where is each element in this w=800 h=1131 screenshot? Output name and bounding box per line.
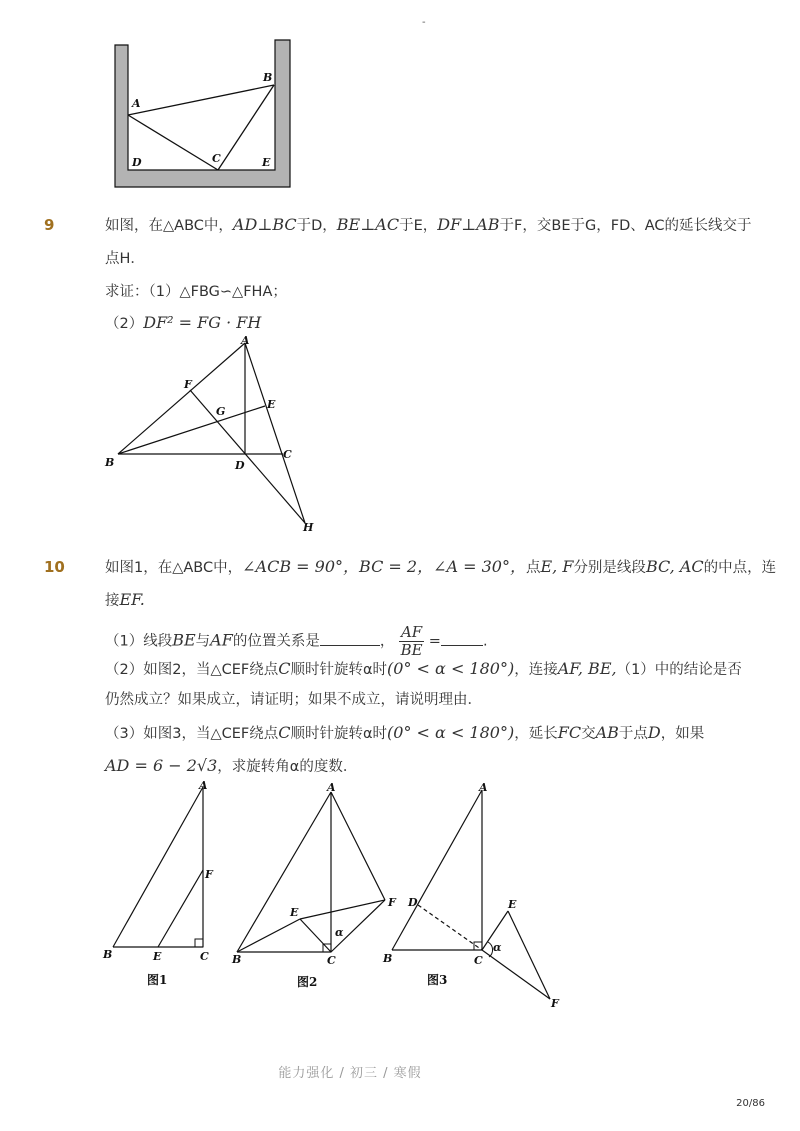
point-label-E: E	[262, 156, 271, 169]
q10-line6: （3）如图3，当△CEF绕点C顺时针旋转α时(0° < α < 180°)，延长FC交AB于点D，如果	[105, 723, 705, 742]
answer-blank-1	[320, 631, 380, 646]
figure-container	[100, 35, 310, 195]
fig1-caption: 图1	[147, 973, 168, 987]
figures-q10	[95, 775, 595, 1015]
fig2-label-E: E	[290, 906, 299, 919]
question-number-10: 10	[44, 558, 65, 576]
fig3-label-D: D	[408, 896, 418, 909]
fig2-label-A: A	[327, 781, 336, 794]
q9-label-B: B	[105, 456, 115, 469]
q10-line1: 如图1，在△ABC中，∠ACB = 90°，BC = 2，∠A = 30°，点E, F分别是线段BC, AC的中点，连	[105, 557, 777, 576]
point-label-B: B	[263, 71, 273, 84]
q9-label-A: A	[241, 334, 250, 347]
fraction-af-be: $\frac{AF}{BE}$	[400, 623, 423, 659]
q9-label-G: G	[216, 405, 226, 418]
fig1-label-F: F	[205, 868, 213, 881]
q9-line4: （2）DF² = FG · FH	[105, 313, 262, 332]
q10-line2: 接EF.	[105, 590, 145, 609]
header-mark: -	[422, 17, 426, 28]
fig3-label-C: C	[474, 954, 483, 967]
page-number: 20/86	[736, 1098, 765, 1109]
q9-label-D: D	[235, 459, 245, 472]
q9-label-F: F	[184, 378, 192, 391]
q9-label-C: C	[283, 448, 292, 461]
question-number-9: 9	[44, 216, 55, 234]
fig3-label-A: A	[479, 781, 488, 794]
fig1-label-A: A	[199, 779, 208, 792]
q9-line1: 如图，在△ABC中，AD⊥BC于D，BE⊥AC于E，DF⊥AB于F，交BE于G，FD、AC的延长线交于	[105, 215, 752, 234]
figure-q9	[100, 333, 325, 538]
q9-label-H: H	[303, 521, 314, 534]
q9-label-E: E	[267, 398, 276, 411]
fig3-label-E: E	[508, 898, 517, 911]
fig2-caption: 图2	[297, 975, 318, 989]
q10-line4: （2）如图2，当△CEF绕点C顺时针旋转α时(0° < α < 180°)，连接AF, BE,（1）中的结论是否	[105, 659, 742, 678]
fig1-label-E: E	[153, 950, 162, 963]
answer-blank-2	[441, 631, 483, 646]
fig3-label-B: B	[383, 952, 393, 965]
figure-2	[231, 781, 397, 989]
fig2-label-F: F	[388, 896, 396, 909]
fig3-caption: 图3	[427, 973, 448, 987]
q10-line3: （1）线段BE与AF的位置关系是 ， $\frac{AF}{BE}$ = .	[105, 623, 488, 659]
footer-text: 能力强化 / 初三 / 寒假	[278, 1066, 422, 1081]
fig3-label-alpha: α	[493, 941, 502, 954]
figure-1	[102, 779, 214, 987]
fig3-label-F: F	[551, 997, 559, 1010]
fig2-label-C: C	[327, 954, 336, 967]
point-label-C: C	[212, 152, 221, 165]
fig1-label-B: B	[103, 948, 113, 961]
point-label-A: A	[132, 97, 141, 110]
q9-line2: 点H．	[105, 251, 145, 267]
q10-line5: 仍然成立？如果成立，请证明；如果不成立，请说明理由．	[105, 692, 482, 708]
fig1-label-C: C	[200, 950, 209, 963]
fig2-label-B: B	[232, 953, 242, 966]
fig2-label-alpha: α	[335, 926, 344, 939]
q9-line3: 求证：（1）△FBG∽△FHA；	[105, 284, 287, 300]
point-label-D: D	[132, 156, 142, 169]
q10-line7: AD = 6 − 2√3，求旋转角α的度数．	[105, 756, 358, 775]
figure-3	[382, 781, 560, 1010]
